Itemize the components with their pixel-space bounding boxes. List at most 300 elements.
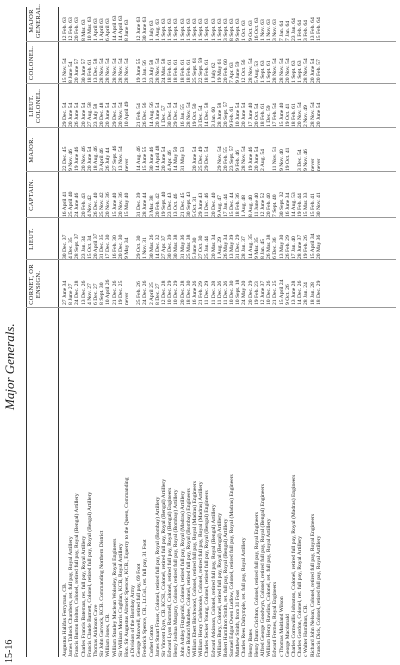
cell-major: 20 June 54 <box>191 146 198 171</box>
cell-name: Charles Rees Dalrymple, ret. full pay, Royal Artillery <box>241 537 248 657</box>
cell-colonel: 23 July 58 <box>148 59 155 83</box>
cell-ensign: 16 June 26 <box>191 280 198 305</box>
cell-major: 28 Nov. 54 <box>241 146 248 171</box>
cell-name: Sir Vincent Eyre, CB. KCSI., Colonel, retired full pay, Royal (Bengal) Artillery <box>161 478 167 657</box>
cell-ltcol: 20 Oct. 54 <box>253 103 260 127</box>
cell-lieut: 25 Mar. 38 <box>185 234 192 259</box>
cell-ltcol: 18 Feb. 61 <box>260 103 266 127</box>
cell-name: George Macdonald <box>284 614 291 657</box>
cell-majgen: 1 Oct. 63 <box>241 20 248 41</box>
cell-colonel: 28 Nov. 54 <box>99 58 106 83</box>
cell-ensign: 9 Oct. 26 <box>284 284 291 305</box>
col-head-ensign: CORNET, OR ENSIGN. <box>28 264 42 305</box>
cell-ltcol: 20 June 54 <box>154 102 161 127</box>
cell-lieut: 14 Dec. 32 <box>154 234 161 259</box>
cell-lieut: 31 Dec. 29 <box>235 234 242 259</box>
cell-major: 30 June 46 <box>148 146 155 171</box>
cell-ensign: 11 Dec. 26 <box>216 280 223 305</box>
cell-colonel: 1 Sept. 63 <box>260 60 266 83</box>
cell-colonel: 28 Nov. 54 <box>117 58 124 83</box>
cell-ltcol: 26 Dec. 56 <box>142 102 149 127</box>
cell-majgen: 16 Oct. 63 <box>253 17 260 41</box>
cell-majgen: 30 June 63 <box>142 16 149 41</box>
cell-ltcol: 14 Dec. 58 <box>204 102 211 127</box>
cell-colonel: 28 Nov. 54 <box>105 58 112 83</box>
cell-ltcol: 10 April 49 <box>123 101 130 127</box>
cell-ltcol: 14 Aug. 56 <box>148 102 155 127</box>
cell-colonel: 9 June 59 <box>235 61 242 83</box>
cell-ensign: 13 Dec. 26 <box>80 280 87 305</box>
cell-ltcol: 10 June 54 <box>235 102 242 127</box>
cell-colonel: 5 Aug. 53 <box>253 61 260 83</box>
col-head-majgen: MAJOR GENERAL. <box>28 3 42 39</box>
cell-majgen: 12 Feb. 63 <box>68 17 75 41</box>
cell-lieut: 31 May 36 <box>179 234 186 259</box>
cell-name: William Henry Rawlins, Colonel, ret. full pay, Royal Artillery <box>266 518 273 657</box>
col-head-colonel: COLONEL. <box>28 45 35 81</box>
cell-major: 9 Nov. 46 <box>303 149 310 171</box>
cell-lieut: 17 Jan. 40 <box>290 236 297 259</box>
cell-majgen: 3 Nov. 63 <box>272 19 279 41</box>
cell-ltcol: 23 July 58 <box>92 103 99 127</box>
cell-name: Hon. Sir Augustus Almeric Spencer, KCB., Equerry to the Queen, Commanding <box>123 477 130 657</box>
cell-captain: 16 April 41 <box>62 191 68 217</box>
cell-name: William Henry Colebrooke, Colonel, retired full pay, Royal (Madras) Artillery <box>198 481 205 657</box>
cell-name: Edward Atkinson, Colonel, retired full pay, Royal (Bengal) Artillery <box>210 504 217 657</box>
cell-captain: 11 Dec. 46 <box>204 192 211 217</box>
cell-captain: 9 Aug. 47 <box>216 195 223 217</box>
cell-captain: 7 Sept. 40 <box>272 194 279 217</box>
cell-ltcol: 1 Dec. 59 <box>266 105 273 127</box>
cell-name: Henry Dunn Crichton, Colonel, retired full pay, Royal Engineers <box>253 512 260 657</box>
cell-name: Edward Lyon Rammell, Colonel, retired full pay, Royal (Bengal) Engineers <box>167 487 174 657</box>
cell-name: Henry Bates <box>247 629 254 657</box>
cell-ensign: 20 Dec. 28 <box>179 280 186 305</box>
cell-major: 2 Aug. 54 <box>260 149 266 171</box>
cell-ltcol: 27 Aug. 58 <box>86 102 93 127</box>
cell-captain: 15 Feb. 41 <box>309 193 316 217</box>
cell-lieut: 23 Jan. 34 <box>80 236 87 259</box>
cell-name: Charles Gordon, Colonel, ret. full pay, Royal Artillery <box>297 536 304 657</box>
top-rule <box>26 7 27 657</box>
cell-name: Gore Boland Munbee, Colonel, retired full pay, Royal (Bombay) Engineers <box>185 488 192 657</box>
cell-ensign: 24 May 20 <box>241 280 248 305</box>
cell-captain: 1 Aug. 48 <box>241 195 248 217</box>
cell-captain: 14 Aug. 53 <box>290 192 297 217</box>
cell-captain: 15 Mar. 33 <box>303 192 310 217</box>
cell-majgen: 1 Sept. 63 <box>167 18 174 41</box>
cell-captain: 30 Sept. 32 <box>278 191 285 217</box>
cell-colonel: 18 Feb. 61 <box>179 59 186 83</box>
cell-majgen: 8 Mar. 63 <box>80 19 87 41</box>
cell-captain: 30 Sept. 43 <box>185 191 192 217</box>
cell-majgen: 1 Sept. 63 <box>210 18 217 41</box>
cell-ltcol: 20 June 54 <box>80 102 87 127</box>
cell-ltcol: 17 Feb. 54 <box>272 103 279 127</box>
cell-majgen: 7 Jan. 64 <box>284 20 291 41</box>
cell-ensign: 14 Dec. 26 <box>297 280 304 305</box>
cell-name: James Tallock Chambers, ret. full pay, Royal Artillery <box>68 536 75 657</box>
cell-name: William Stanley Maclean Wolseley, Royal Engineers <box>111 538 118 657</box>
cell-name: George Maxwell, retired full pay, 69 Foot <box>136 563 143 657</box>
cell-majgen: 1 Sept. 63 <box>198 18 205 41</box>
cell-major: 4 Apr. 46 <box>167 150 174 171</box>
cell-ltcol: 29 Dec. 54 <box>62 102 68 127</box>
cell-colonel: 1 Sept. 61 <box>266 60 273 83</box>
cell-major: 29 Dec. 54 <box>204 146 211 171</box>
cell-majgen: 3 Sept. 63 <box>222 18 229 41</box>
cell-captain: 21 Dec. 45 <box>179 192 186 217</box>
cell-name: Corbet Cotton <box>148 625 155 657</box>
cell-name: William Ebert Birchwood, Colonel, retired full pay, Royal (Madras) Engineers <box>191 481 198 657</box>
cell-majgen: 20 Feb. 63 <box>74 17 81 41</box>
cell-lieut: 20 Dec. 30 <box>117 234 124 259</box>
cell-colonel: 20 Feb. 60 <box>222 59 229 83</box>
cell-major: 19 Oct. 41 <box>284 147 291 171</box>
cell-captain: 28 June 44 <box>142 192 149 217</box>
cell-ensign: never <box>123 292 130 305</box>
cell-ltcol: 3 Dec. 54 <box>198 105 205 127</box>
cell-majgen: 12 June 63 <box>136 16 143 41</box>
cell-lieut: 9 May 34 <box>123 237 130 259</box>
cell-lieut: 30 Dec. 39 <box>167 234 174 259</box>
cell-colonel: 20 June 54 <box>309 58 316 83</box>
cell-name: Edward Fremes, Royal Engineers <box>272 581 279 657</box>
cell-name: Matthew Smith, from 31 Foot <box>235 590 242 657</box>
cell-name: Sir John Garvock, KCB. Commanding Northern District <box>99 530 106 657</box>
cell-colonel: 30 June 57 <box>80 58 87 83</box>
cell-colonel: 28 Nov. 54 <box>111 58 118 83</box>
cell-captain: 8 Aug. 40 <box>247 195 254 217</box>
cell-lieut: 16 Feb. 30 <box>111 235 118 259</box>
cell-lieut: 15 Oct. 34 <box>86 235 93 259</box>
cell-ensign: 27 June 34 <box>62 280 68 305</box>
cell-ensign: 20 Dec. 29 <box>247 280 254 305</box>
cell-colonel: 24 Mar. 58 <box>161 58 167 83</box>
cell-lieut: 20 April 37 <box>92 233 99 259</box>
cell-major: 14 Aug. 46 <box>136 146 143 171</box>
cell-name: Francis Dick, Colonel, retired full pay, Royal Artillery <box>315 535 322 657</box>
cell-lieut: 27 Apr. 37 <box>161 235 167 259</box>
cell-majgen: 1 April 63 <box>92 18 99 41</box>
cell-colonel: 18 Feb. 61 <box>185 59 192 83</box>
cell-ensign: 8 Sept. 30 <box>99 282 106 305</box>
cell-captain: 20 Nov. 36 <box>105 192 112 217</box>
cell-majgen: 14 April 63 <box>111 15 118 41</box>
cell-name: Richard John Nelson, Colonel, retired full pay, Royal Engineers <box>309 513 316 657</box>
cell-ensign: 19 Dec. 25 <box>117 280 124 305</box>
cell-ltcol: 3 Jan. 60 <box>210 106 217 127</box>
cell-captain: 16 June 34 <box>284 192 291 217</box>
cell-name: c Walter Hamilton, CB. <box>303 604 310 657</box>
cell-ensign: 28 Jan. 24 <box>303 282 310 305</box>
cell-captain: 20 Feb. 40 <box>266 193 273 217</box>
cell-captain: 30 Nov. 41 <box>315 192 322 217</box>
cell-major: never <box>315 158 322 171</box>
cell-ensign: 19 Feb. 23 <box>253 281 260 305</box>
cell-captain: 11 June 40 <box>253 192 260 217</box>
cell-major: 20 June 54 <box>161 146 167 171</box>
cell-major: 19 June 46 <box>74 146 81 171</box>
cell-captain: 20 Dec. 40 <box>210 192 217 217</box>
cell-lieut: 6 Dec. 36 <box>272 237 279 259</box>
cell-name: Francis Burton Bolton, Colonel, retired full pay, Royal (Bengal) Artillery <box>74 493 81 657</box>
cell-major: 19 June 46 <box>247 146 254 171</box>
cell-ltcol: 15 June 40 <box>278 102 285 127</box>
cell-ensign: 10 Dec. 29 <box>173 280 180 305</box>
cell-captain: 24 June 46 <box>74 192 81 217</box>
cell-captain: 12 June 52 <box>260 192 266 217</box>
cell-captain: 18 Feb. 36 <box>235 193 242 217</box>
cell-lieut: 17 Dec. 30 <box>105 234 112 259</box>
cell-colonel: 1 Sept. 63 <box>297 60 304 83</box>
cell-ltcol: 20 June 54 <box>68 102 75 127</box>
cell-captain: 20 Feb. 42 <box>154 193 161 217</box>
cell-name: Charles Cornwallis Johnston, Colonel, retired full pay, Royal (Madras) Engineers <box>290 474 297 657</box>
cell-lieut: 30 Mar. 26 <box>148 234 155 259</box>
cell-ensign: 12 Dec. 28 <box>161 280 167 305</box>
cell-colonel: 18 Feb. 61 <box>204 59 211 83</box>
cell-colonel: 19 May 61 <box>216 58 223 83</box>
cell-majgen: 8 June 63 <box>123 19 130 41</box>
cell-major: 3 Dec. 54 <box>297 149 304 171</box>
cell-captain: 13 Oct. 46 <box>173 193 180 217</box>
cell-lieut: 26 Mar. 38 <box>266 234 273 259</box>
cell-major: 22 Dec. 45 <box>62 146 68 171</box>
cell-ltcol: 2 Nov. 49 <box>303 105 310 127</box>
cell-name: Sir William Morris Coghlan, KCB, Royal Artillery <box>117 543 124 657</box>
cell-ensign: 10 Dec. 26 <box>266 280 273 305</box>
cell-colonel: 28 Nov. 54 <box>154 58 161 83</box>
cell-name: William Jones, CB. <box>105 613 112 657</box>
cell-captain: 20 Feb. 43 <box>80 193 87 217</box>
cell-ltcol: 28 Nov. 54 <box>185 102 192 127</box>
cell-majgen: 3 Feb. 64 <box>303 20 310 41</box>
cell-captain: 3 Mar. 38 <box>148 195 155 217</box>
cell-major: 9 Feb. 46 <box>235 150 242 171</box>
cell-major: 15 June 55 <box>142 146 149 171</box>
cell-ensign: 10 Dec. 29 <box>167 280 174 305</box>
header-rule <box>58 7 59 657</box>
page-ref: 15-16 <box>4 639 15 663</box>
cell-ensign: 10 Sept. 18 <box>235 279 242 305</box>
cell-major: 14 April 48 <box>154 145 161 171</box>
cell-name: Robert Hamilton Smith, ret. full pay, Royal (Bengal) Artillery <box>222 518 229 657</box>
cell-major: 20 June 54 <box>86 146 93 171</box>
cell-colonel: 7 Apr. 63 <box>229 62 236 83</box>
cell-ltcol: 20 Dec. 48 <box>99 102 106 127</box>
cell-ltcol: 20 June 54 <box>105 102 112 127</box>
cell-colonel: 28 Nov. 54 <box>247 58 254 83</box>
cell-colonel: 18 Feb. 61 <box>86 59 93 83</box>
page-title: Major Generals. <box>2 323 17 410</box>
cell-lieut: 30 Mar. 38 <box>173 234 180 259</box>
cell-lieut: 1 Nov. 31 <box>142 237 149 259</box>
cell-lieut: 5 June 30 <box>191 237 198 259</box>
cell-lieut: 25 Jan. 44 <box>204 236 211 259</box>
cell-lieut: 14 Aug. 35 <box>247 234 254 259</box>
cell-major: 29 Nov. 54 <box>216 146 223 171</box>
cell-ltcol: 20 June 54 <box>315 102 322 127</box>
cell-major: 23 Sept. 57 <box>229 145 236 171</box>
cell-major: 3 April 46 <box>99 148 106 171</box>
cell-lieut: 26 Feb. 29 <box>284 235 291 259</box>
cell-captain: 15 June 40 <box>111 192 118 217</box>
cell-major: 20 Nov. 46 <box>80 146 87 171</box>
cell-name: Augustus Halifax Ferryman, CB. <box>62 582 68 657</box>
cell-colonel: 28 Nov. 54 <box>123 58 130 83</box>
cell-lieut: 8 Jan. 45 <box>260 238 266 259</box>
cell-ensign: 21 Feb. 29 <box>198 281 205 305</box>
cell-ensign: 11 Dec. 29 <box>204 280 211 305</box>
cell-lieut: 13 May 30 <box>278 234 285 259</box>
cell-major: 27 Sept. 46 <box>111 145 118 171</box>
cell-ltcol: 1 Dec. 57 <box>161 105 167 127</box>
cell-name: a Division of the Bombay Army <box>130 585 137 657</box>
cell-name: Alfred George Goodwyn, Colonel, retired full pay, Royal (Bengal) Engineers <box>260 484 266 657</box>
cell-majgen: 1 Aug. 63 <box>154 19 161 41</box>
cell-ensign: 2 April 25 <box>148 282 155 305</box>
cell-ltcol: 28 June 58 <box>216 102 223 127</box>
cell-major: 9 Nov. 46 <box>68 149 75 171</box>
cell-colonel: 20 Nov. 54 <box>284 58 291 83</box>
cell-name: Henry Joshua Margary, Colonel, retired full pay, Royal (Bombay) Artillery <box>173 489 180 657</box>
cell-lieut: 19 Feb. 26 <box>303 235 310 259</box>
cell-colonel: 20 June 57 <box>74 58 81 83</box>
table-row <box>316 5 322 657</box>
cell-majgen: 1 Nov. 63 <box>260 19 266 41</box>
cell-major: 20 Feb. 55 <box>222 147 229 171</box>
cell-lieut: 15 April 34 <box>309 233 316 259</box>
cell-colonel: 20 Feb. 57 <box>315 59 322 83</box>
cell-colonel: 25 Sept. 61 <box>191 57 198 83</box>
cell-ensign: 12 June 37 <box>260 280 266 305</box>
cell-name: John Ashley Fitzgerald, Colonel, retired full pay, Royal (Madras) Artillery <box>179 490 186 657</box>
cell-ltcol: 30 Dec. 54 <box>167 102 174 127</box>
cell-ensign: 15 April 24 <box>278 279 285 305</box>
cell-majgen: 12 Feb. 63 <box>62 17 68 41</box>
cell-captain: 20 Nov. 36 <box>117 192 124 217</box>
cell-ltcol: 28 Nov. 54 <box>309 102 316 127</box>
cell-ensign: 10 Dec. 30 <box>229 280 236 305</box>
cell-colonel: 18 Feb. 61 <box>173 59 180 83</box>
cell-captain: 23 Dec. 43 <box>167 192 174 217</box>
cell-lieut: 1 Aug. 29 <box>216 237 223 259</box>
cell-ensign: 18 Jan. 28 <box>309 282 316 305</box>
col-head-captain: CAPTAIN. <box>28 179 35 211</box>
col-head-major: MAJOR. <box>28 137 35 163</box>
cell-captain: 29 June 43 <box>198 192 205 217</box>
cell-captain: 4 Nov. 42 <box>86 195 93 217</box>
cell-majgen: 1 Feb. 64 <box>297 20 304 41</box>
cell-ltcol: 20 June 54 <box>241 102 248 127</box>
cell-ltcol: 9 Feb. 61 <box>229 106 236 127</box>
cell-majgen: 10 Mar. 63 <box>86 16 93 41</box>
cell-ensign: 10 April 26 <box>105 279 112 305</box>
cell-ensign: 18 Dec. 29 <box>315 280 322 305</box>
cell-lieut: 31 Dec. 35 <box>99 234 106 259</box>
cell-colonel: 19 June 55 <box>136 58 143 83</box>
cell-ltcol: 19 Oct. 50 <box>191 103 198 127</box>
cell-captain: 15 Dec. 44 <box>229 192 236 217</box>
cell-major: never <box>309 158 316 171</box>
cell-major: 13 Nov. 54 <box>117 146 124 171</box>
cell-major: 20 June 54 <box>253 146 260 171</box>
cell-ensign: 24 Dec. 28 <box>74 280 81 305</box>
cell-ensign: 8 June 27 <box>68 283 75 305</box>
cell-name: James Stuart Fraser, Colonel, retired full pay, Royal (Bombay) Artillery <box>154 496 161 657</box>
cell-captain: 31 Dec. 39 <box>136 192 143 217</box>
cell-ensign: 25 Feb. 26 <box>136 281 143 305</box>
cell-ltcol: 16 Jan. 55 <box>179 104 186 127</box>
cell-name: Thomas Atkinson Cave <box>92 604 99 657</box>
cell-lieut: 26 May 34 <box>222 234 229 259</box>
cell-lieut: 4 Dec. 35 <box>68 237 75 259</box>
cell-lieut: 29 Oct. 30 <box>136 235 143 259</box>
cell-colonel: 13 Jan. 56 <box>142 60 149 83</box>
cell-majgen: 23 Jan. 64 <box>290 18 297 41</box>
cell-lieut: 13 May 39 <box>229 234 236 259</box>
cell-colonel: 1 July 62 <box>210 62 217 83</box>
cell-captain: 25 April 40 <box>68 191 75 217</box>
cell-ensign: 8 Dec. 27 <box>154 283 161 305</box>
cell-major: 25 Dec. 49 <box>198 146 205 171</box>
cell-major: 11 Nov. 51 <box>272 146 279 171</box>
cell-lieut: 20 May 36 <box>315 234 322 259</box>
cell-majgen: 7 Jan. 64 <box>278 20 285 41</box>
cell-majgen: 1 Nov. 63 <box>266 19 273 41</box>
cell-majgen: 9 Oct. 63 <box>247 20 254 41</box>
cell-majgen: 15 Feb. 64 <box>315 17 322 41</box>
cell-majgen: 1 Sept. 63 <box>216 18 223 41</box>
cell-major: 9 Nov. 40 <box>278 149 285 171</box>
cell-colonel: 18 Feb. 61 <box>167 59 174 83</box>
cell-ensign: 6 Dec. 27 <box>92 283 99 305</box>
cell-major: 14 May 50 <box>173 146 180 171</box>
cell-captain: 25 Nov. 42 <box>99 192 106 217</box>
cell-colonel: 15 Nov. 54 <box>62 58 68 83</box>
cell-name: William Bury, Colonel, retired full pay, Royal (Bengal) Artillery <box>216 513 223 657</box>
cell-colonel: 28 Nov. 54 <box>278 58 285 83</box>
cell-colonel: 28 Nov. 54 <box>272 58 279 83</box>
cell-ensign: 13 June 28 <box>290 280 297 305</box>
cell-lieut: 27 Oct. 30 <box>198 235 205 259</box>
cell-captain: 26 Dec. 40 <box>92 192 99 217</box>
cell-major: 26 July 44 <box>105 147 112 171</box>
cell-majgen: 14 April 63 <box>117 15 124 41</box>
cell-captain: 5 Oct. 31 <box>191 196 198 217</box>
cell-lieut: 9 Mar. 35 <box>253 237 260 259</box>
cell-lieut: 28 Sept. 37 <box>74 233 81 259</box>
cell-majgen: 1 Sept. 63 <box>161 18 167 41</box>
cell-major: never <box>123 158 130 171</box>
cell-captain: 15 May 40 <box>123 192 130 217</box>
cell-name: Francis Claude Barnett, Colonel, retired full pay, Royal (Bengal) Artillery <box>86 491 93 657</box>
cell-major: 31 May 53 <box>179 146 186 171</box>
cell-colonel: 12 Oct. 56 <box>241 59 248 83</box>
cell-lieut: 28 June 37 <box>297 234 304 259</box>
col-head-ltcol: LIEUT. COLONEL. <box>28 88 42 124</box>
cell-colonel: 13 Dec. 58 <box>92 58 99 83</box>
cell-ensign: 11 Dec. 26 <box>222 280 229 305</box>
cell-majgen: 1 Sept. 63 <box>179 18 186 41</box>
officer-list <box>62 5 322 657</box>
cell-ltcol: 20 Sept. 57 <box>222 101 229 127</box>
cell-majgen: 1 Sept. 63 <box>204 18 211 41</box>
cell-ensign: 24 Dec. 26 <box>142 280 149 305</box>
cell-majgen: 1 Sept. 63 <box>185 18 192 41</box>
cell-ltcol: 21 Feb. 54 <box>136 103 143 127</box>
